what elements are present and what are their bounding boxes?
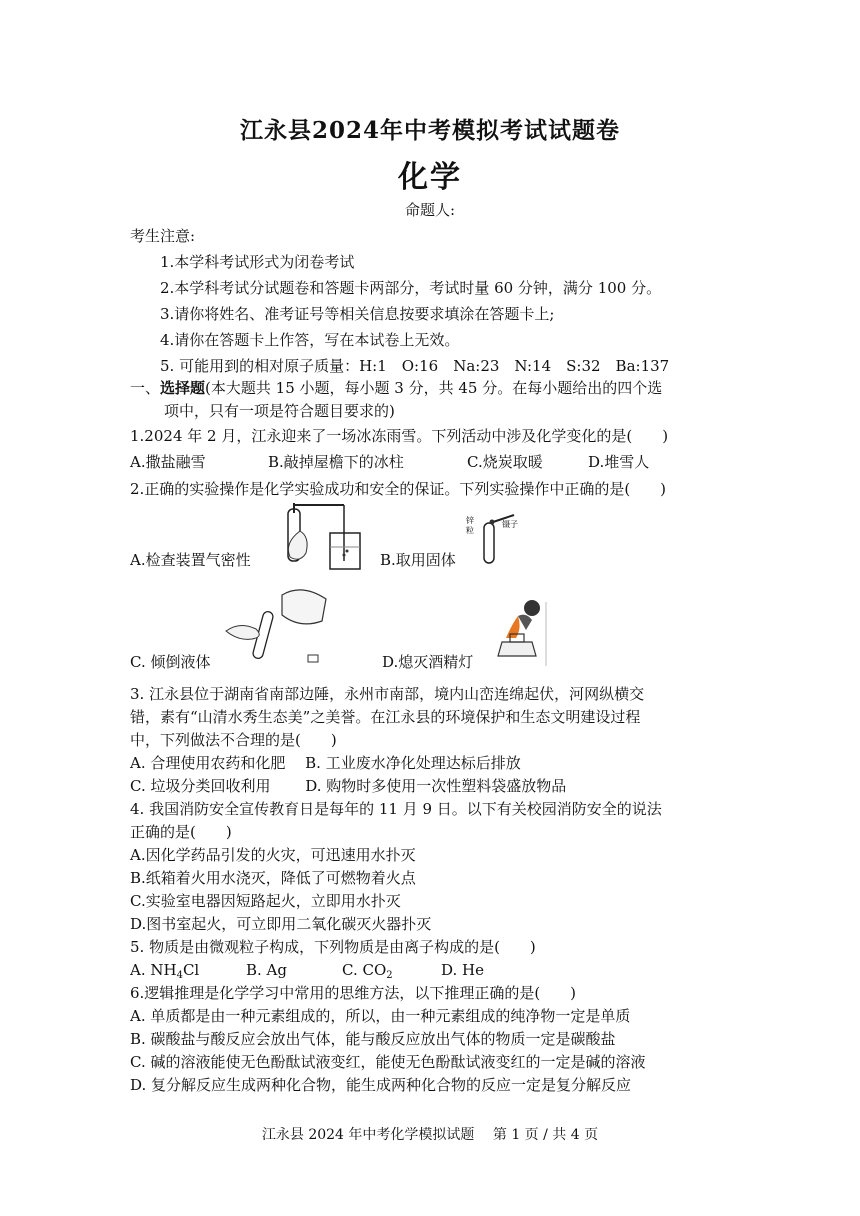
q4-option-c: C.实验室电器因短路起火，立即用水扑灭 xyxy=(130,892,401,910)
q6-option-c: C. 碱的溶液能使无色酚酞试液变红，能使无色酚酞试液变红的一定是碱的溶液 xyxy=(130,1053,646,1071)
q4-option-d: D.图书室起火，可立即用二氧化碳灭火器扑灭 xyxy=(130,915,432,933)
q5-option-b: B. Ag xyxy=(246,961,287,979)
q4-stem-1: 4. 我国消防安全宣传教育日是每年的 11 月 9 日。以下有关校园消防安全的说法 xyxy=(130,800,662,818)
q4-option-a: A.因化学药品引发的火灾，可迅速用水扑灭 xyxy=(130,846,416,864)
q3-stem-3: 中，下列做法不合理的是( ) xyxy=(130,731,337,749)
q5-stem: 5. 物质是由微观粒子构成，下列物质是由离子构成的是( ) xyxy=(130,938,536,956)
q1-option-a: A.撒盐融雪 xyxy=(130,453,206,471)
q3-stem-1: 3. 江永县位于湖南省南部边陲，永州市南部，境内山峦连绵起伏，河网纵横交 xyxy=(130,685,645,703)
q5-option-c: C. $CO_2$ xyxy=(342,961,393,981)
tweezers-label: 镊子 xyxy=(502,520,518,529)
section-1-prefix: 一、 xyxy=(130,379,161,397)
q6-stem: 6.逻辑推理是化学学习中常用的思维方法，以下推理正确的是( ) xyxy=(130,984,577,1002)
notice-heading: 考生注意: xyxy=(130,227,196,245)
notice-item-5: 5. 可能用到的相对原子质量：H:1 O:16 Na:23 N:14 S:32 Ba:137 xyxy=(160,357,670,375)
q3-options-cd: C. 垃圾分类回收利用 D. 购物时多使用一次性塑料袋盛放物品 xyxy=(130,777,567,795)
q4-stem-2: 正确的是( ) xyxy=(130,823,232,841)
page-footer: 江永县 2024 年中考化学模拟试题 第 1 页 / 共 4 页 xyxy=(261,1127,599,1143)
q5-option-a: A. $NH_4Cl$ xyxy=(130,961,200,981)
q1-option-b: B.敲掉屋檐下的冰柱 xyxy=(268,453,404,471)
notice-item-1: 1.本学科考试形式为闭卷考试 xyxy=(160,253,355,271)
q5-option-d: D. He xyxy=(441,961,484,979)
alcohol-lamp-image xyxy=(490,598,552,668)
q6-option-a: A. 单质都是由一种元素组成的，所以，由一种元素组成的纯净物一定是单质 xyxy=(130,1007,631,1025)
section-1-desc: (本大题共 15 小题，每小题 3 分，共 45 分。在每小题给出的四个选 xyxy=(205,379,663,397)
notice-item-3: 3.请你将姓名、准考证号等相关信息按要求填涂在答题卡上; xyxy=(160,305,555,323)
subject-title: 化学 xyxy=(398,160,462,195)
author-line: 命题人: xyxy=(404,201,456,219)
q1-option-d: D.堆雪人 xyxy=(588,453,650,471)
q1-stem: 1.2024 年 2 月，江永迎来了一场冰冻雨雪。下列活动中涉及化学变化的是( ) xyxy=(130,427,669,445)
q2-stem: 2.正确的实验操作是化学实验成功和安全的保证。下列实验操作中正确的是( ) xyxy=(130,480,667,498)
exam-title: 江永县2024年中考模拟考试试题卷 xyxy=(239,117,620,144)
q2-option-d: D.熄灭酒精灯 xyxy=(382,653,474,671)
q6-option-b: B. 碳酸盐与酸反应会放出气体，能与酸反应放出气体的物质一定是碳酸盐 xyxy=(130,1030,616,1048)
take-solid-image xyxy=(462,511,524,567)
pour-liquid-image xyxy=(222,585,337,665)
q6-option-d: D. 复分解反应生成两种化合物，能生成两种化合物的反应一定是复分解反应 xyxy=(130,1076,632,1094)
q4-option-b: B.纸箱着火用水浇灭，降低了可燃物着火点 xyxy=(130,869,416,887)
q2-option-c: C. 倾倒液体 xyxy=(130,653,211,671)
zinc-label-2: 粒 xyxy=(466,526,474,535)
q3-options-ab: A. 合理使用农药和化肥 B. 工业废水净化处理达标后排放 xyxy=(130,754,521,772)
airtightness-check-image xyxy=(270,503,385,575)
notice-item-4: 4.请你在答题卡上作答，写在本试卷上无效。 xyxy=(160,331,460,349)
section-1-desc-2: 项中，只有一项是符合题目要求的) xyxy=(164,402,395,420)
zinc-label-1: 锌 xyxy=(466,516,474,525)
section-1-name: 选择题 xyxy=(160,379,206,397)
q1-option-c: C.烧炭取暖 xyxy=(467,453,543,471)
section-1-header xyxy=(130,378,662,398)
q2-option-b: B.取用固体 xyxy=(380,551,456,569)
notice-item-2: 2.本学科考试分试题卷和答题卡两部分，考试时量 60 分钟，满分 100 分。 xyxy=(160,279,662,297)
q3-stem-2: 错，素有“山清水秀生态美”之美誉。在江永县的环境保护和生态文明建设过程 xyxy=(130,708,641,726)
q2-option-a: A.检查装置气密性 xyxy=(130,551,251,569)
